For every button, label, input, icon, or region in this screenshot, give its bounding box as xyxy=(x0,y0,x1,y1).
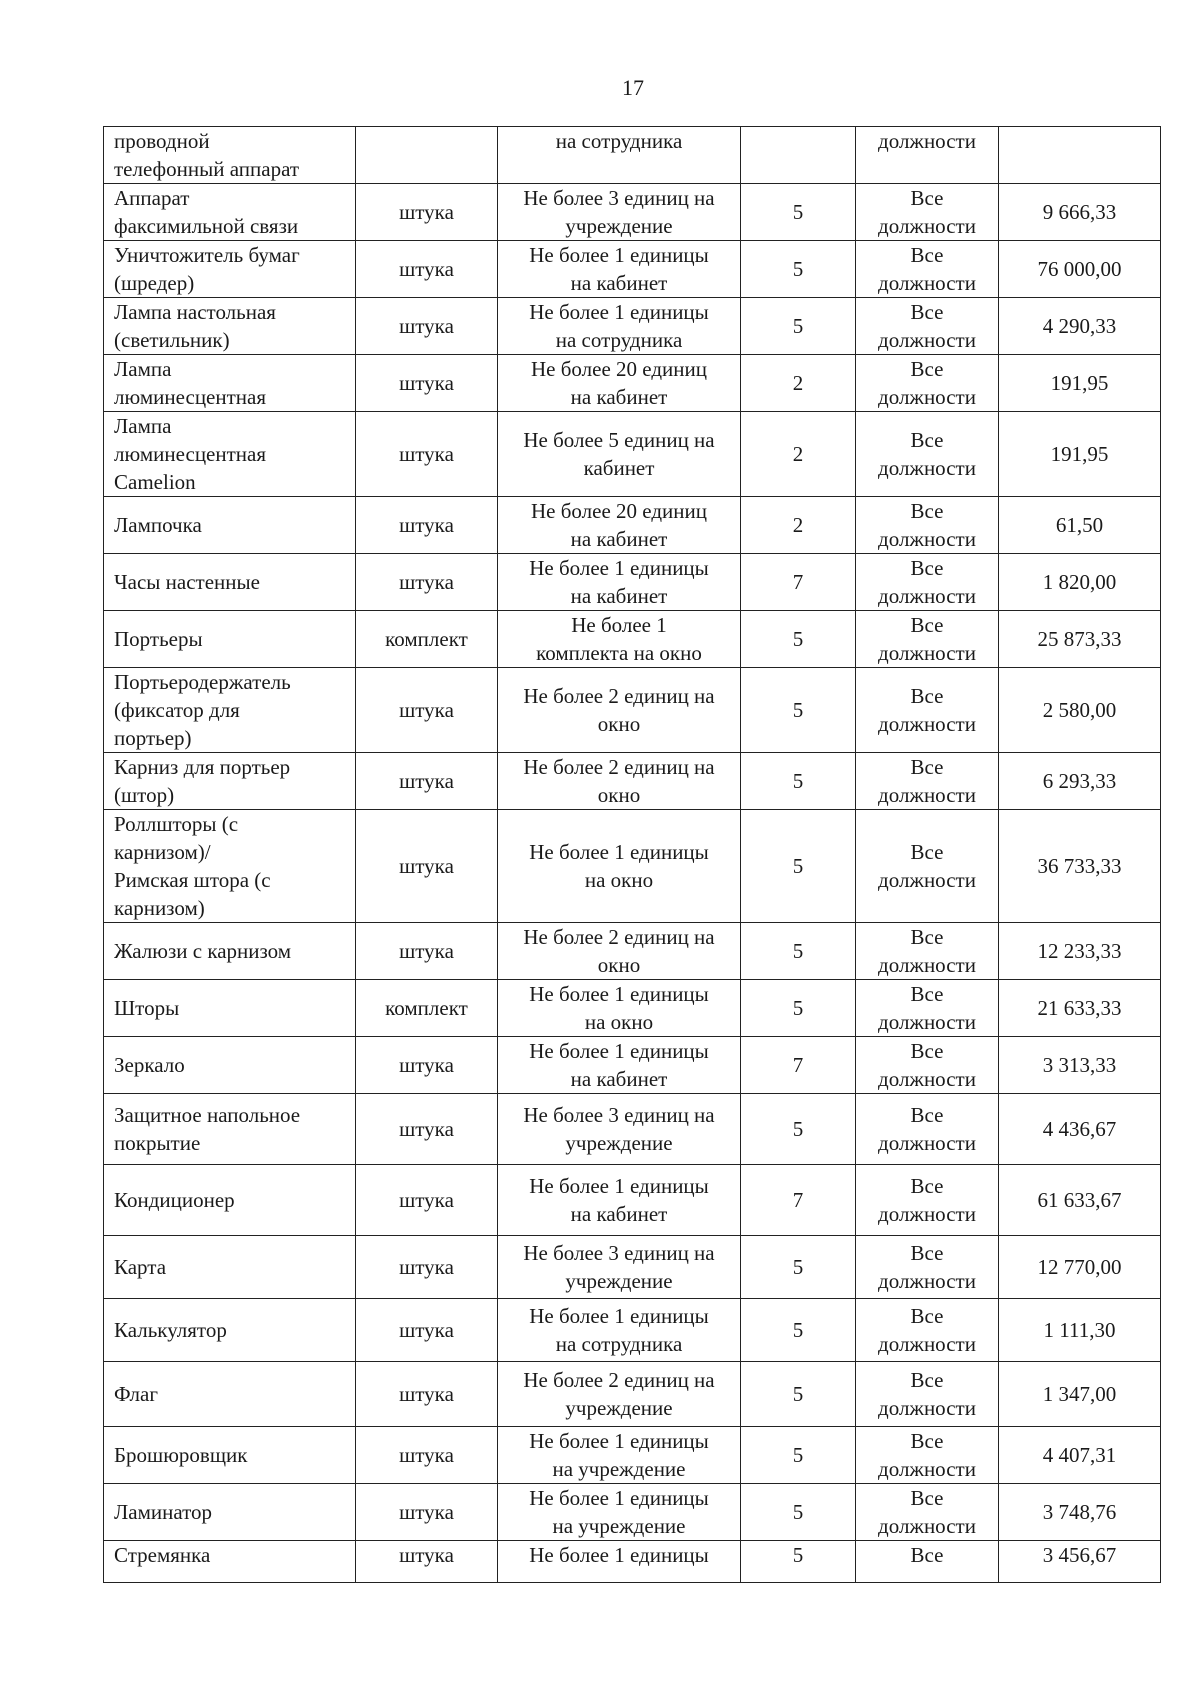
price-cell: 2 580,00 xyxy=(999,668,1161,753)
table-row xyxy=(104,497,1161,554)
price-cell: 4 290,33 xyxy=(999,298,1161,355)
equipment-norms-table xyxy=(103,126,1161,1583)
quantity-norm-cell: Не более 1 единицы на кабинет xyxy=(498,241,741,298)
price-cell: 9 666,33 xyxy=(999,184,1161,241)
quantity-norm-cell: Не более 1 единицы на учреждение xyxy=(498,1484,741,1541)
item-name-cell: Лампочка xyxy=(104,497,356,554)
positions-cell: Все должности xyxy=(856,1427,999,1484)
unit-cell: штука xyxy=(356,1541,498,1583)
price-cell: 1 347,00 xyxy=(999,1362,1161,1427)
positions-cell: Все должности xyxy=(856,1094,999,1165)
service-years-cell: 7 xyxy=(741,1037,856,1094)
table-row xyxy=(104,412,1161,497)
item-name-cell: Шторы xyxy=(104,980,356,1037)
table-row xyxy=(104,1037,1161,1094)
unit-cell: комплект xyxy=(356,611,498,668)
price-cell: 61 633,67 xyxy=(999,1165,1161,1236)
positions-cell: должности xyxy=(856,127,999,184)
item-name-cell: Часы настенные xyxy=(104,554,356,611)
quantity-norm-cell: Не более 1 единицы xyxy=(498,1541,741,1583)
price-cell: 36 733,33 xyxy=(999,810,1161,923)
service-years-cell: 5 xyxy=(741,810,856,923)
service-years-cell: 5 xyxy=(741,611,856,668)
table-row xyxy=(104,1484,1161,1541)
positions-cell: Все должности xyxy=(856,554,999,611)
service-years-cell: 5 xyxy=(741,184,856,241)
quantity-norm-cell: Не более 3 единиц на учреждение xyxy=(498,184,741,241)
positions-cell: Все должности xyxy=(856,1236,999,1299)
service-years-cell: 5 xyxy=(741,1362,856,1427)
item-name-cell: Кондиционер xyxy=(104,1165,356,1236)
unit-cell: штука xyxy=(356,1427,498,1484)
unit-cell: комплект xyxy=(356,980,498,1037)
table-row xyxy=(104,923,1161,980)
item-name-cell: проводной телефонный аппарат xyxy=(104,127,356,184)
table-row xyxy=(104,184,1161,241)
item-name-cell: Зеркало xyxy=(104,1037,356,1094)
service-years-cell: 5 xyxy=(741,1236,856,1299)
item-name-cell: Лампа люминесцентная xyxy=(104,355,356,412)
positions-cell: Все должности xyxy=(856,1299,999,1362)
price-cell: 4 407,31 xyxy=(999,1427,1161,1484)
price-cell: 191,95 xyxy=(999,412,1161,497)
service-years-cell: 5 xyxy=(741,668,856,753)
price-cell: 1 111,30 xyxy=(999,1299,1161,1362)
unit-cell xyxy=(356,127,498,184)
item-name-cell: Лампа настольная (светильник) xyxy=(104,298,356,355)
table-row xyxy=(104,1362,1161,1427)
item-name-cell: Калькулятор xyxy=(104,1299,356,1362)
price-cell: 4 436,67 xyxy=(999,1094,1161,1165)
unit-cell: штука xyxy=(356,241,498,298)
service-years-cell: 5 xyxy=(741,753,856,810)
table-row xyxy=(104,1299,1161,1362)
positions-cell: Все должности xyxy=(856,1165,999,1236)
quantity-norm-cell: Не более 1 единицы на кабинет xyxy=(498,1037,741,1094)
item-name-cell: Портьеродержатель (фиксатор для портьер) xyxy=(104,668,356,753)
quantity-norm-cell: Не более 2 единиц на окно xyxy=(498,668,741,753)
unit-cell: штука xyxy=(356,1484,498,1541)
unit-cell: штука xyxy=(356,184,498,241)
item-name-cell: Роллшторы (с карнизом)/ Римская штора (с карнизом) xyxy=(104,810,356,923)
quantity-norm-cell: Не более 5 единиц на кабинет xyxy=(498,412,741,497)
price-cell: 6 293,33 xyxy=(999,753,1161,810)
quantity-norm-cell: Не более 2 единиц на окно xyxy=(498,923,741,980)
item-name-cell: Карниз для портьер (штор) xyxy=(104,753,356,810)
service-years-cell: 5 xyxy=(741,923,856,980)
positions-cell: Все должности xyxy=(856,980,999,1037)
quantity-norm-cell: Не более 1 единицы на кабинет xyxy=(498,1165,741,1236)
service-years-cell: 5 xyxy=(741,980,856,1037)
table-row xyxy=(104,1236,1161,1299)
service-years-cell: 5 xyxy=(741,1094,856,1165)
item-name-cell: Ламинатор xyxy=(104,1484,356,1541)
positions-cell: Все должности xyxy=(856,1484,999,1541)
positions-cell: Все должности xyxy=(856,1362,999,1427)
quantity-norm-cell: Не более 2 единиц на окно xyxy=(498,753,741,810)
table-row xyxy=(104,753,1161,810)
unit-cell: штука xyxy=(356,923,498,980)
table-row xyxy=(104,611,1161,668)
unit-cell: штука xyxy=(356,1037,498,1094)
positions-cell: Все должности xyxy=(856,668,999,753)
price-cell: 61,50 xyxy=(999,497,1161,554)
price-cell xyxy=(999,127,1161,184)
positions-cell: Все должности xyxy=(856,497,999,554)
unit-cell: штука xyxy=(356,298,498,355)
service-years-cell: 5 xyxy=(741,1541,856,1583)
price-cell: 12 770,00 xyxy=(999,1236,1161,1299)
positions-cell: Все должности xyxy=(856,355,999,412)
unit-cell: штука xyxy=(356,1299,498,1362)
item-name-cell: Портьеры xyxy=(104,611,356,668)
service-years-cell: 5 xyxy=(741,1427,856,1484)
service-years-cell: 5 xyxy=(741,298,856,355)
positions-cell: Все должности xyxy=(856,810,999,923)
unit-cell: штука xyxy=(356,1094,498,1165)
table-row xyxy=(104,127,1161,184)
item-name-cell: Карта xyxy=(104,1236,356,1299)
positions-cell: Все должности xyxy=(856,1037,999,1094)
item-name-cell: Флаг xyxy=(104,1362,356,1427)
page-number: 17 xyxy=(622,75,644,100)
table-row xyxy=(104,810,1161,923)
item-name-cell: Защитное напольное покрытие xyxy=(104,1094,356,1165)
service-years-cell: 2 xyxy=(741,497,856,554)
unit-cell: штука xyxy=(356,554,498,611)
unit-cell: штука xyxy=(356,1236,498,1299)
positions-cell: Все должности xyxy=(856,184,999,241)
positions-cell: Все должности xyxy=(856,298,999,355)
price-cell: 12 233,33 xyxy=(999,923,1161,980)
unit-cell: штука xyxy=(356,1165,498,1236)
table-row xyxy=(104,668,1161,753)
price-cell: 21 633,33 xyxy=(999,980,1161,1037)
service-years-cell: 5 xyxy=(741,1484,856,1541)
service-years-cell: 7 xyxy=(741,1165,856,1236)
table-row xyxy=(104,241,1161,298)
quantity-norm-cell: Не более 2 единиц на учреждение xyxy=(498,1362,741,1427)
quantity-norm-cell: Не более 3 единиц на учреждение xyxy=(498,1094,741,1165)
price-cell: 1 820,00 xyxy=(999,554,1161,611)
service-years-cell: 7 xyxy=(741,554,856,611)
quantity-norm-cell: Не более 1 единицы на кабинет xyxy=(498,554,741,611)
positions-cell: Все xyxy=(856,1541,999,1583)
table-row xyxy=(104,1165,1161,1236)
quantity-norm-cell: на сотрудника xyxy=(498,127,741,184)
service-years-cell: 2 xyxy=(741,412,856,497)
positions-cell: Все должности xyxy=(856,923,999,980)
item-name-cell: Жалюзи с карнизом xyxy=(104,923,356,980)
quantity-norm-cell: Не более 1 комплекта на окно xyxy=(498,611,741,668)
positions-cell: Все должности xyxy=(856,611,999,668)
unit-cell: штука xyxy=(356,355,498,412)
unit-cell: штука xyxy=(356,668,498,753)
service-years-cell xyxy=(741,127,856,184)
item-name-cell: Лампа люминесцентная Camelion xyxy=(104,412,356,497)
table-row xyxy=(104,980,1161,1037)
item-name-cell: Стремянка xyxy=(104,1541,356,1583)
service-years-cell: 5 xyxy=(741,241,856,298)
table-row xyxy=(104,554,1161,611)
quantity-norm-cell: Не более 1 единицы на учреждение xyxy=(498,1427,741,1484)
table-row xyxy=(104,1541,1161,1583)
price-cell: 3 748,76 xyxy=(999,1484,1161,1541)
quantity-norm-cell: Не более 1 единицы на сотрудника xyxy=(498,1299,741,1362)
price-cell: 3 456,67 xyxy=(999,1541,1161,1583)
positions-cell: Все должности xyxy=(856,241,999,298)
table-row xyxy=(104,298,1161,355)
quantity-norm-cell: Не более 20 единиц на кабинет xyxy=(498,497,741,554)
positions-cell: Все должности xyxy=(856,753,999,810)
quantity-norm-cell: Не более 20 единиц на кабинет xyxy=(498,355,741,412)
price-cell: 76 000,00 xyxy=(999,241,1161,298)
quantity-norm-cell: Не более 1 единицы на окно xyxy=(498,980,741,1037)
item-name-cell: Брошюровщик xyxy=(104,1427,356,1484)
unit-cell: штука xyxy=(356,412,498,497)
quantity-norm-cell: Не более 1 единицы на сотрудника xyxy=(498,298,741,355)
item-name-cell: Аппарат факсимильной связи xyxy=(104,184,356,241)
price-cell: 3 313,33 xyxy=(999,1037,1161,1094)
unit-cell: штука xyxy=(356,497,498,554)
price-cell: 25 873,33 xyxy=(999,611,1161,668)
table-row xyxy=(104,355,1161,412)
unit-cell: штука xyxy=(356,753,498,810)
price-cell: 191,95 xyxy=(999,355,1161,412)
unit-cell: штука xyxy=(356,810,498,923)
table-row xyxy=(104,1094,1161,1165)
positions-cell: Все должности xyxy=(856,412,999,497)
table-row xyxy=(104,1427,1161,1484)
quantity-norm-cell: Не более 3 единиц на учреждение xyxy=(498,1236,741,1299)
service-years-cell: 2 xyxy=(741,355,856,412)
service-years-cell: 5 xyxy=(741,1299,856,1362)
quantity-norm-cell: Не более 1 единицы на окно xyxy=(498,810,741,923)
unit-cell: штука xyxy=(356,1362,498,1427)
item-name-cell: Уничтожитель бумаг (шредер) xyxy=(104,241,356,298)
